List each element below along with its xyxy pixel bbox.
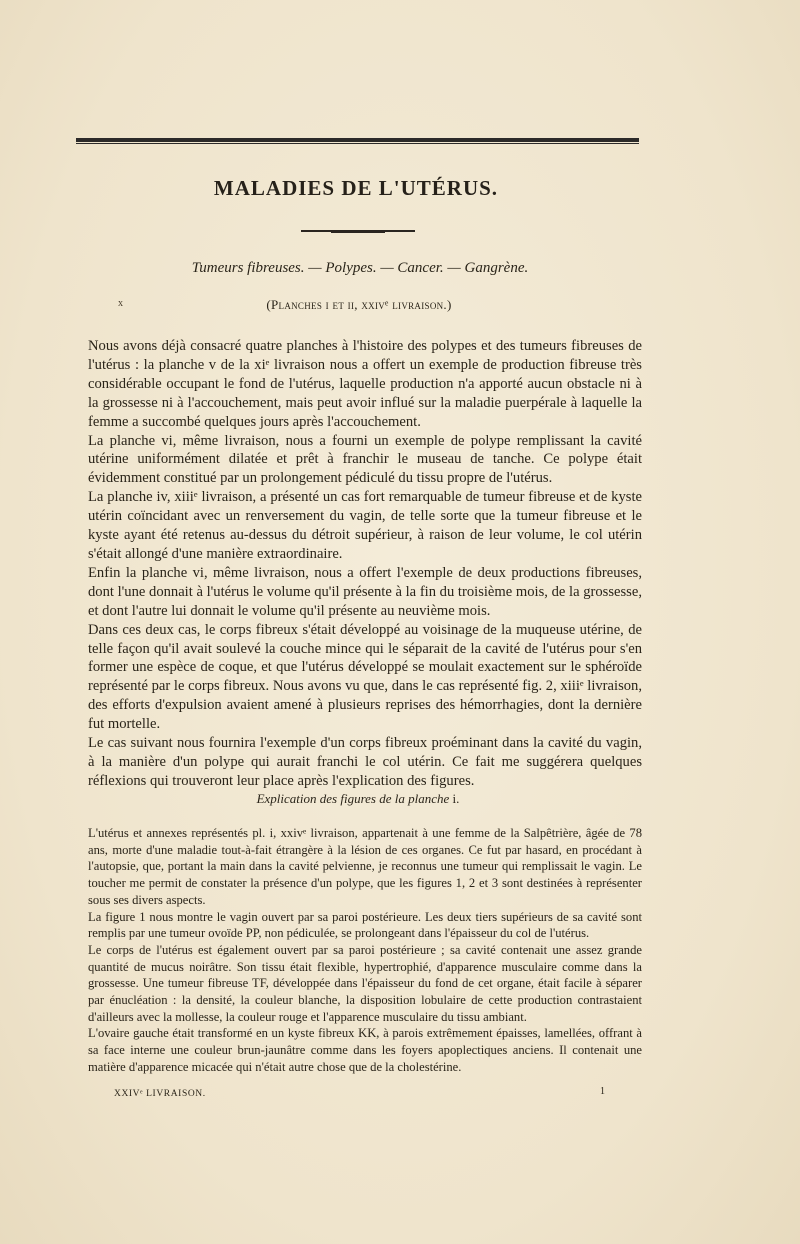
explanation-text bbox=[88, 825, 642, 1076]
page-number: 1 bbox=[600, 1086, 605, 1097]
margin-mark: x bbox=[118, 298, 123, 309]
page-subtitle: Tumeurs fibreuses. — Polypes. — Cancer. — Gangrène. bbox=[191, 260, 529, 276]
explanation-paragraph: L'ovaire gauche était transformé en un kyste fibreux KK, à parois extrêmement épaisses, lamellées, offrant à sa face interne une couleur brun-jaunâtre comme dans les foyers apoplectiques anciens. Il contenait une matière d'apparence micacée qui n'était autre chose que de la cholestérine. bbox=[88, 1026, 642, 1074]
explanation-paragraph: L'utérus et annexes représentés pl. i, xxivᵉ livraison, appartenait à une femme de la Salpêtrière, âgée de 78 ans, morte d'une maladie tout-à-fait étrangère à la lésion de ces organes. Ce fut par hasard, en procédant à l'autopsie, que, portant la main dans la cavité pelvienne, je reconnus une tumeur qui remplissait le vagin. Le toucher me permit de constater la présence d'un polype, que les figures 1, 2 et 3 sont destinées à représenter sous ses divers aspects. bbox=[88, 826, 642, 907]
main-paragraph: La planche vi, même livraison, nous a fourni un exemple de polype remplissant la cavité utérine uniformément dilatée et prêt à franchir le museau de tanche. Ce polype était évidemment constitué par un prolongement pédiculé du tissu propre de l'utérus. bbox=[88, 432, 642, 487]
explanation-heading-number: i. bbox=[452, 791, 460, 806]
footer-signature: XXIVᵉ LIVRAISON. bbox=[114, 1089, 206, 1099]
main-paragraph: La planche iv, xiiiᵉ livraison, a présenté un cas fort remarquable de tumeur fibreuse et de kyste utérin coïncidant avec un renversement du vagin, de telle sorte que la tumeur fibreuse et le kyste ayant été retenus au-dessus du détroit supérieur, à raison de leur volume, le col utérin s'était allongé d'une manière extraordinaire. bbox=[88, 489, 642, 562]
main-paragraph: Nous avons déjà consacré quatre planches à l'histoire des polypes et des tumeurs fibreuses de l'utérus : la planche v de la xiᵉ livraison nous a offert un exemple de production fibreuse très considérable occupant le fond de l'utérus, laquelle production n'a apporté aucun obstacle ni à la grossesse ni à l'accouchement, mais peut avoir influé sur la maladie puerpérale à laquelle la femme a succombé quelques jours après l'accouchement. bbox=[88, 338, 642, 430]
header-rule-thin bbox=[76, 143, 639, 144]
plates-reference: (Planches i et ii, xxivᵉ livraison.) bbox=[266, 297, 452, 312]
title-separator-rule bbox=[301, 230, 415, 232]
main-text bbox=[88, 337, 642, 791]
header-double-rule bbox=[76, 138, 639, 145]
main-paragraph: Enfin la planche vi, même livraison, nous a offert l'exemple de deux productions fibreuses, dont l'une donnait à l'utérus le volume qu'il présente à la fin du troisième mois, de la grossesse, et dont l'autre lui donnait le volume qu'il présente au neuvième mois. bbox=[88, 564, 642, 619]
explanation-heading-text: Explication des figures de la planche bbox=[256, 791, 450, 806]
main-paragraph: Dans ces deux cas, le corps fibreux s'était développé au voisinage de la muqueuse utérine, de telle façon qu'il avait soulevé la couche mince qui le séparait de la cavité de l'utérus pour s'en former une espèce de coque, et que l'utérus développé se moulait exactement sur le sphéroïde représenté par le corps fibreux. Nous avons vu que, dans le cas représenté fig. 2, xiiiᵉ livraison, des efforts d'expulsion avaient amené à plusieurs reprises des hémorrhagies, dont la dernière fut mortelle. bbox=[88, 621, 642, 733]
explanation-paragraph: La figure 1 nous montre le vagin ouvert par sa paroi postérieure. Les deux tiers supérieurs de sa cavité sont remplis par une tumeur ovoïde PP, non pédiculée, se prolongeant dans l'épaisseur du col de l'utérus. bbox=[88, 909, 642, 941]
explanation-heading bbox=[0, 791, 716, 807]
page-title: MALADIES DE L'UTÉRUS. bbox=[213, 176, 499, 200]
main-paragraph: Le cas suivant nous fournira l'exemple d'un corps fibreux proéminant dans la cavité du vagin, à la manière d'un polype qui aurait franchi le col utérin. Ce fait me suggérera quelques réflexions qui trouveront leur place après l'explication des figures. bbox=[88, 735, 642, 789]
header-rule-thick bbox=[76, 138, 639, 142]
explanation-paragraph: Le corps de l'utérus est également ouvert par sa paroi postérieure ; sa cavité contenait une assez grande quantité de mucus noirâtre. Son tissu était flexible, hypertrophié, d'apparence musculaire comme dans la grossesse. Une tumeur fibreuse TF, développée dans l'épaisseur du fond de cet organe, était facile à séparer par énucléation : la densité, la couleur blanche, la disposition lobulaire de cette production contrastaient d'ailleurs avec la mollesse, la couleur rouge et l'apparence musculaire du tissu ambiant. bbox=[88, 942, 642, 1024]
